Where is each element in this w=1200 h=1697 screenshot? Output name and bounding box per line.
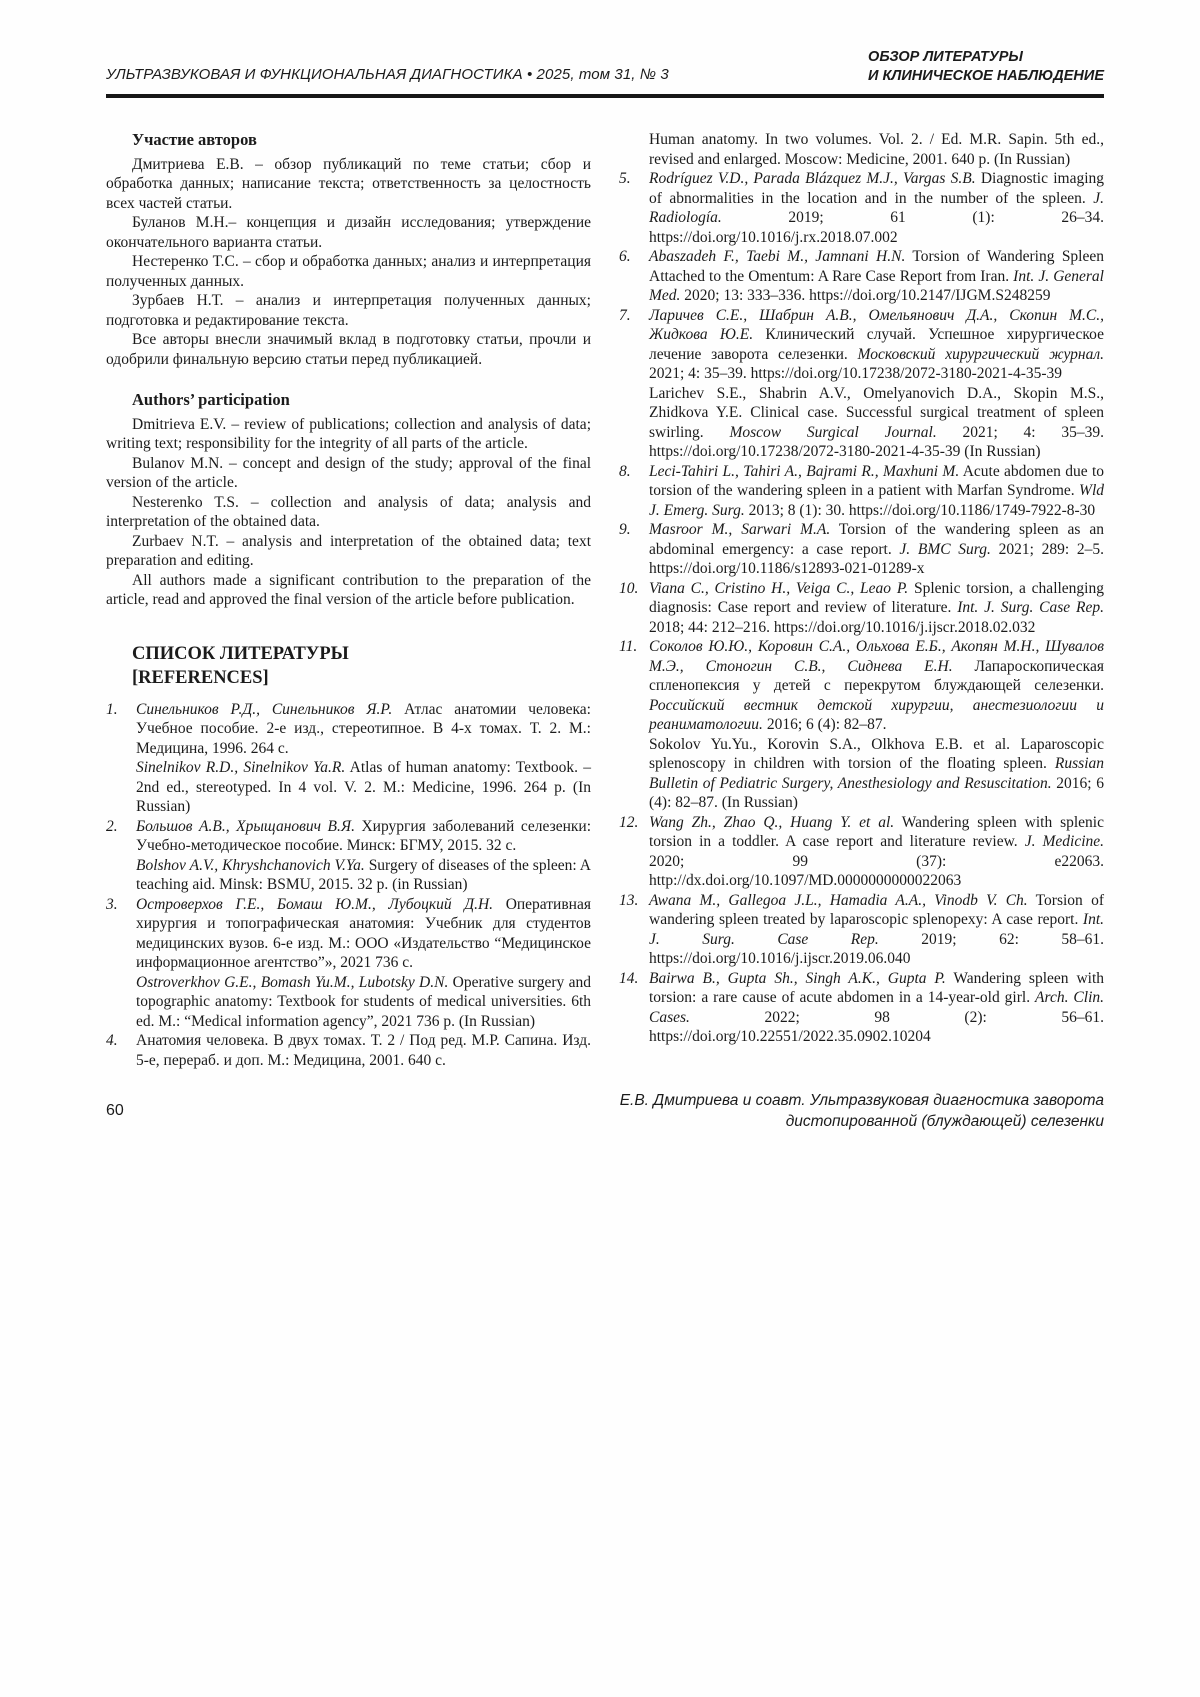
reference-body: [649, 462, 1104, 521]
reference-italic-text: J. BMC Surg.: [899, 540, 991, 558]
reference-body: [649, 891, 1104, 969]
reference-body: [136, 895, 591, 1032]
reference-number: 7.: [619, 306, 631, 324]
reference-plain-text: Atlas of human anatomy: Textbook. – 2nd ed., stereotyped. In 4 vol. V. 2. M.: Medicine, 1996. 264 p. (In Russian): [136, 759, 591, 815]
section-running-head-line2: И КЛИНИЧЕСКОЕ НАБЛЮДЕНИЕ: [868, 68, 1104, 84]
reference-italic-text: Awana M., Gallegoa J.L., Hamadia A.A., Vinodb V. Ch.: [649, 891, 1028, 909]
reference-italic-text: Синельников Р.Д., Синельников Я.Р.: [136, 700, 393, 718]
reference-text: [649, 247, 1104, 306]
reference-italic-text: J. Radiología.: [649, 189, 1104, 226]
reference-plain-text: Torsion of wandering spleen treated by laparoscopic splenopexy: A case report.: [649, 891, 1104, 928]
reference-body: [649, 520, 1104, 579]
reference-body: [649, 637, 1104, 813]
reference-italic-text: Wld J. Emerg. Surg.: [649, 482, 1104, 519]
participation-heading-en: Authors’ participation: [132, 390, 290, 409]
reference-item: [619, 306, 1104, 462]
reference-item: [106, 1031, 591, 1070]
reference-item: [619, 130, 1104, 169]
reference-italic-text: J. Medicine.: [1024, 833, 1105, 850]
page-footer: [106, 1090, 1104, 1132]
reference-plain-text: Operative surgery and topographic anatomy: Textbook for students of medical universities. 6th ed. M.: “Medical information agency”, 2021 736 p. (In Russian): [136, 973, 591, 1030]
reference-plain-text: Surgery of diseases of the spleen: A teaching aid. Minsk: BSMU, 2015. 32 p. (in Russian): [136, 856, 591, 893]
reference-italic-text: Masroor M., Sarwari M.A.: [649, 521, 831, 538]
paragraph: Нестеренко Т.С. – сбор и обработка данных; анализ и интерпретация полученных данных.: [106, 253, 591, 290]
reference-text: [136, 856, 591, 895]
reference-text: [649, 813, 1104, 891]
reference-text: [649, 520, 1104, 579]
reference-plain-text: 2021; 289: 2–5. https://doi.org/10.1186/s12893-021-01289-x: [649, 540, 1104, 577]
reference-plain-text: Sokolov Yu.Yu., Korovin S.A., Olkhova E.B. et al. Laparoscopic splenoscopy in children with torsion of the floating spleen.: [649, 735, 1104, 772]
reference-plain-text: Torsion of Wandering Spleen Attached to the Omentum: A Rare Case Report from Iran.: [649, 248, 1104, 285]
reference-plain-text: 2021; 4: 35–39. https://doi.org/10.17238/2072-3180-2021-4-35-39: [649, 365, 1063, 382]
reference-number: 1.: [106, 700, 118, 718]
reference-body: [649, 247, 1104, 306]
reference-text: [136, 895, 591, 973]
participation-paragraphs-ru: [106, 155, 591, 370]
paragraph: Dmitrieva E.V. – review of publications; collection and analysis of data; writing text; responsibility for the integrity of all parts of the article.: [106, 415, 591, 452]
reference-body: [649, 169, 1104, 247]
reference-body: [136, 700, 591, 817]
reference-italic-text: Russian Bulletin of Pediatric Surgery, Anesthesiology and Resuscitation.: [649, 755, 1104, 792]
reference-plain-text: Human anatomy. In two volumes. Vol. 2. / Ed. M.R. Sapin. 5th ed., revised and enlarged. Moscow: Medicine, 2001. 640 p. (In Russian): [649, 131, 1104, 168]
reference-item: [619, 520, 1104, 579]
reference-plain-text: Torsion of the wandering spleen as an abdominal emergency: a case report.: [649, 521, 1105, 558]
participation-heading-ru: Участие авторов: [132, 130, 257, 149]
reference-number: 8.: [619, 462, 631, 480]
reference-italic-text: Ларичев С.Е., Шабрин А.В., Омельянович Д.А., Скопин М.С., Жидкова Ю.Е.: [649, 306, 1104, 343]
reference-body: [136, 1031, 591, 1070]
reference-text: [136, 817, 591, 856]
reference-plain-text: Wandering spleen with splenic torsion in a toddler. A case report and literature review.: [649, 813, 1104, 850]
paragraph: Zurbaev N.T. – analysis and interpretation of the obtained data; text preparation and editing.: [106, 532, 591, 569]
reference-italic-text: Wang Zh., Zhao Q., Huang Y. et al.: [649, 813, 895, 831]
reference-item: [619, 891, 1104, 969]
references-heading-line2: [REFERENCES]: [132, 667, 269, 688]
reference-body: [649, 306, 1104, 462]
reference-italic-text: Соколов Ю.Ю., Коровин С.А., Ольхова Е.Б., Акопян М.Н., Шувалов М.Э., Стоногин С.В., Сиднева Е.Н.: [649, 638, 1104, 675]
reference-plain-text: Клинический случай. Успешное хирургическое лечение заворота селезенки.: [649, 326, 1104, 363]
footer-running-title-line2: дистопированной (блуждающей) селезенки: [785, 1113, 1104, 1130]
paragraph: Буланов М.Н.– концепция и дизайн исследования; утверждение окончательного варианта статьи.: [106, 214, 591, 251]
reference-text: [649, 735, 1104, 813]
reference-item: [619, 579, 1104, 638]
reference-text: [136, 700, 591, 759]
reference-italic-text: Rodríguez V.D., Parada Blázquez M.J., Vargas S.B.: [649, 170, 976, 187]
reference-number: [619, 130, 649, 169]
reference-text: [136, 973, 591, 1032]
paragraph: Все авторы внесли значимый вклад в подготовку статьи, прочли и одобрили финальную версию статьи перед публикацией.: [106, 331, 591, 368]
footer-running-title-line1: Е.В. Дмитриева и соавт. Ультразвуковая диагностика заворота: [619, 1092, 1104, 1109]
reference-italic-text: Большов А.В., Хрыщанович В.Я.: [136, 817, 355, 835]
reference-body: [649, 579, 1104, 638]
reference-italic-text: Московский хирургический журнал.: [857, 345, 1104, 363]
reference-text: [649, 384, 1104, 462]
right-column: [619, 130, 1104, 1070]
reference-text: [649, 169, 1104, 247]
page-number: 60: [106, 1102, 124, 1120]
reference-italic-text: Int. J. Surg. Case Rep.: [957, 599, 1104, 616]
two-column-body: [106, 130, 1104, 1070]
paragraph: Зурбаев Н.Т. – анализ и интерпретация полученных данных; подготовка и редактирование текста.: [106, 292, 591, 329]
references-list-left: [106, 700, 591, 1071]
page-header: [106, 48, 1104, 98]
reference-item: [619, 813, 1104, 891]
reference-plain-text: 2019; 61 (1): 26–34. https://doi.org/10.1016/j.rx.2018.07.002: [649, 209, 1104, 246]
reference-plain-text: Diagnostic imaging of abnormalities in the location and in the number of the spleen.: [649, 170, 1104, 207]
reference-number: 5.: [619, 170, 631, 187]
reference-plain-text: 2022; 98 (2): 56–61. https://doi.org/10.22551/2022.35.0902.10204: [649, 1008, 1104, 1045]
reference-text: [136, 758, 591, 817]
reference-plain-text: Acute abdomen due to torsion of the wandering spleen in a patient with Marfan Syndrome.: [649, 462, 1105, 499]
reference-number: 14.: [619, 969, 639, 987]
reference-text: [649, 130, 1104, 169]
reference-item: [619, 169, 1104, 247]
reference-italic-text: Bairwa B., Gupta Sh., Singh A.K., Gupta P.: [649, 969, 946, 987]
reference-body: [649, 130, 1104, 169]
paragraph: Дмитриева Е.В. – обзор публикаций по теме статьи; сбор и обработка данных; написание текста; ответственность за целостность всех частей статьи.: [106, 155, 591, 212]
reference-number: 2.: [106, 817, 118, 835]
reference-plain-text: 2020; 13: 333–336. https://doi.org/10.2147/IJGM.S248259: [680, 287, 1051, 304]
reference-plain-text: 2016; 6 (4): 82–87. (In Russian): [649, 774, 1105, 811]
reference-text: [649, 969, 1104, 1047]
references-heading: [106, 642, 591, 690]
reference-number: 10.: [619, 579, 639, 597]
reference-italic-text: Int. J. General Med.: [649, 267, 1104, 304]
reference-italic-text: Российский вестник детской хирургии, анестезиологии и реаниматологии.: [649, 696, 1104, 733]
reference-plain-text: 2013; 8 (1): 30. https://doi.org/10.1186/1749-7922-8-30: [744, 501, 1096, 519]
reference-plain-text: Splenic torsion, a challenging diagnosis: Case report and review of literature.: [649, 579, 1104, 616]
reference-italic-text: Leci-Tahiri L., Tahiri A., Bajrami R., Maxhuni M.: [649, 462, 960, 480]
reference-italic-text: Arch. Clin. Cases.: [649, 989, 1104, 1026]
reference-number: 3.: [106, 895, 118, 913]
paragraph: Bulanov M.N. – concept and design of the study; approval of the final version of the article.: [106, 454, 591, 491]
reference-text: [649, 891, 1104, 969]
paragraph: Nesterenko T.S. – collection and analysis of data; analysis and interpretation of the obtained data.: [106, 493, 591, 530]
reference-number: 4.: [106, 1032, 118, 1049]
reference-text: [649, 462, 1104, 521]
reference-number: 13.: [619, 891, 639, 909]
reference-number: 12.: [619, 813, 639, 831]
reference-plain-text: Анатомия человека. В двух томах. Т. 2 / Под ред. М.Р. Сапина. Изд. 5-е, перераб. и доп. М.: Медицина, 2001. 640 с.: [136, 1032, 591, 1069]
left-column: [106, 130, 591, 1070]
reference-item: [619, 637, 1104, 813]
reference-plain-text: Хирургия заболеваний селезенки: Учебно-методическое пособие. Минск: БГМУ, 2015. 32 с.: [136, 817, 591, 854]
reference-plain-text: 2018; 44: 212–216. https://doi.org/10.1016/j.ijscr.2018.02.032: [649, 618, 1036, 636]
reference-number: 11.: [619, 638, 638, 655]
reference-plain-text: 2016; 6 (4): 82–87.: [762, 716, 887, 733]
reference-body: [649, 969, 1104, 1047]
reference-italic-text: Ostroverkhov G.E., Bomash Yu.M., Lubotsky D.N.: [136, 973, 449, 991]
reference-text: [649, 637, 1104, 735]
header-rule: [106, 94, 1104, 98]
reference-italic-text: Островерхов Г.Е., Бомаш Ю.М., Лубоцкий Д.Н.: [136, 895, 494, 913]
reference-item: [619, 247, 1104, 306]
reference-item: [106, 817, 591, 895]
section-running-head: [868, 48, 1104, 88]
reference-text: [649, 579, 1104, 638]
reference-body: [136, 817, 591, 895]
reference-plain-text: 2019; 62: 58–61. https://doi.org/10.1016/j.ijscr.2019.06.040: [649, 930, 1104, 967]
reference-italic-text: Bolshov A.V., Khryshchanovich V.Ya.: [136, 856, 365, 874]
reference-plain-text: 2020; 99 (37): e22063. http://dx.doi.org/10.1097/MD.0000000000022063: [649, 852, 1104, 889]
reference-plain-text: Оперативная хирургия и топографическая анатомия: Учебник для студентов медицинских вузов. 6-е изд. М.: ООО «Издательство “Медицинское информационное агентство”», 2021 736 с.: [136, 895, 591, 971]
reference-number: 6.: [619, 248, 631, 265]
reference-plain-text: Larichev S.E., Shabrin A.V., Omelyanovich D.A., Skopin M.S., Zhidkova Y.E. Clinical case. Successful surgical treatment of spleen swirling.: [649, 384, 1104, 441]
reference-plain-text: Лапароскопическая спленопексия у детей с перекрутом блуждающей селезенки.: [649, 657, 1104, 694]
reference-plain-text: Атлас анатомии человека: Учебное пособие. 2-е изд., стереотипное. В 4-х томах. Т. 2. М.: Медицина, 1996. 264 с.: [136, 700, 591, 757]
reference-italic-text: Viana C., Cristino H., Veiga C., Leao P.: [649, 579, 909, 597]
reference-text: [649, 306, 1104, 384]
reference-text: [136, 1031, 591, 1070]
reference-italic-text: Int. J. Surg. Case Rep.: [649, 911, 1104, 948]
reference-item: [106, 895, 591, 1032]
section-running-head-line1: ОБЗОР ЛИТЕРАТУРЫ: [868, 49, 1023, 65]
references-list-right: [619, 130, 1104, 1047]
footer-running-title: [620, 1090, 1104, 1132]
reference-number: 9.: [619, 521, 631, 538]
reference-italic-text: Sinelnikov R.D., Sinelnikov Ya.R.: [136, 759, 346, 776]
reference-italic-text: Abaszadeh F., Taebi M., Jamnani H.N.: [649, 248, 906, 265]
reference-plain-text: 2021; 4: 35–39. https://doi.org/10.17238/2072-3180-2021-4-35-39 (In Russian): [649, 423, 1104, 460]
reference-body: [649, 813, 1104, 891]
reference-italic-text: Moscow Surgical Journal.: [729, 423, 937, 441]
paragraph: All authors made a significant contribution to the preparation of the article, read and approved the final version of the article before publication.: [106, 571, 591, 608]
reference-item: [619, 969, 1104, 1047]
references-heading-line1: СПИСОК ЛИТЕРАТУРЫ: [132, 643, 349, 664]
reference-item: [106, 700, 591, 817]
reference-item: [619, 462, 1104, 521]
reference-plain-text: Wandering spleen with torsion: a rare cause of acute abdomen in a 14-year-old girl.: [649, 969, 1104, 1006]
journal-running-head: УЛЬТРАЗВУКОВАЯ И ФУНКЦИОНАЛЬНАЯ ДИАГНОСТИКА • 2025, том 31, № 3: [106, 65, 669, 83]
participation-paragraphs-en: [106, 415, 591, 610]
